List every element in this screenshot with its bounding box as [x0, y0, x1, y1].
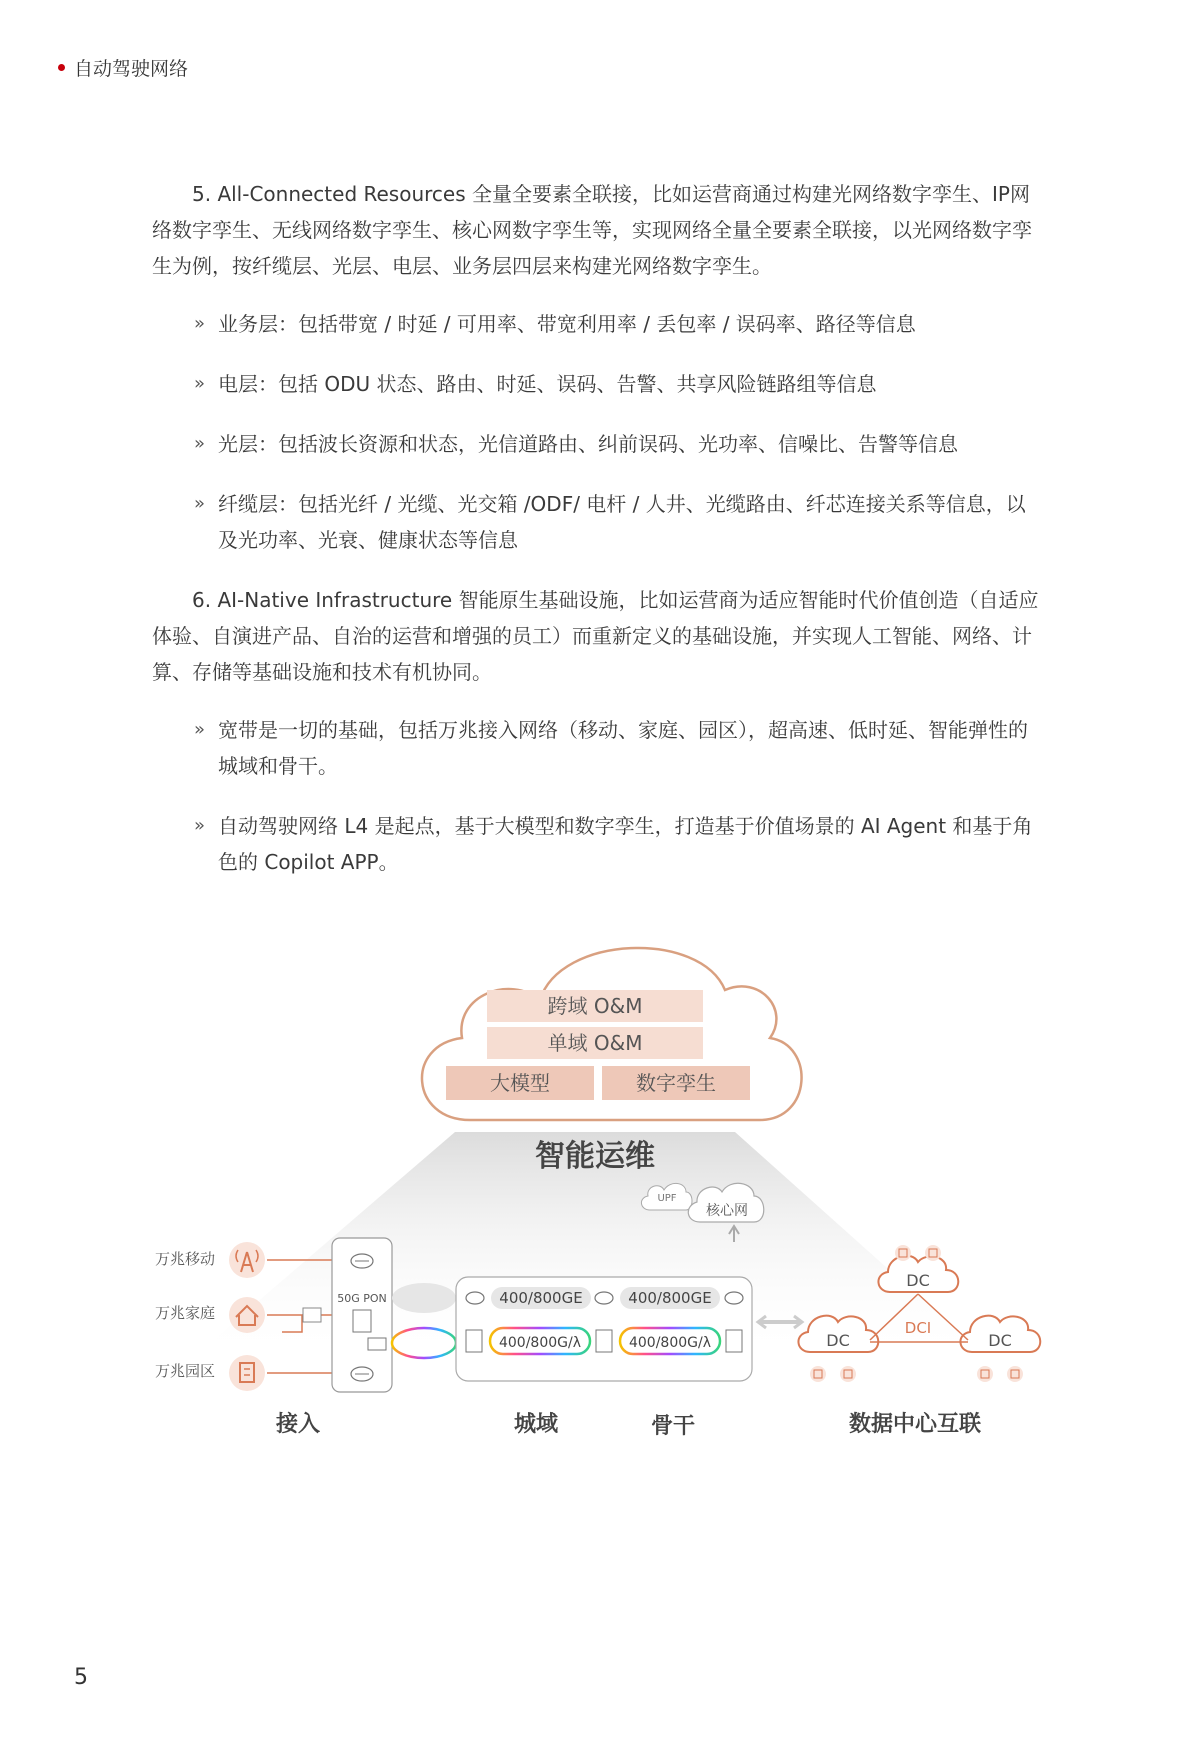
header-dot-icon: [58, 64, 65, 71]
bullet-marker-icon: »: [194, 433, 206, 454]
router-icon: [351, 1367, 373, 1381]
bullet-marker-icon: »: [194, 313, 206, 334]
backbone-section-label: 骨干: [650, 1414, 696, 1439]
antenna-icon: [229, 1242, 265, 1278]
server-icon: [895, 1245, 911, 1261]
access-home-label: 万兆家庭: [155, 1304, 216, 1322]
large-model-label: 大模型: [490, 1071, 550, 1095]
access-section-label: 接入: [275, 1412, 321, 1437]
otn-node-icon: [596, 1330, 612, 1352]
bullet-marker-icon: »: [194, 719, 206, 740]
pon-card-icon: [353, 1310, 371, 1332]
diagram-title: 智能运维: [535, 1139, 655, 1174]
backbone-wave-label: 400/800G/λ: [628, 1335, 712, 1351]
dc-left-label: DC: [826, 1331, 850, 1350]
list-item-text: 纤缆层：包括光纤 / 光缆、光交箱 /ODF/ 电杆 / 人井、光缆路由、纤芯连接关系等信息，以及光功率、光衰、健康状态等信息: [218, 492, 1026, 552]
pon-label: 50G PON: [337, 1292, 387, 1305]
router-icon: [351, 1254, 373, 1268]
access-campus-label: 万兆园区: [155, 1362, 216, 1380]
list-item: [152, 486, 1040, 558]
metro-wave-label: 400/800G/λ: [498, 1335, 582, 1351]
access-mobile-label: 万兆移动: [155, 1250, 216, 1268]
list-item: [152, 426, 1040, 462]
bullet-marker-icon: »: [194, 815, 206, 836]
list-item: [152, 306, 1040, 342]
section5-bullet-list: [152, 306, 1040, 558]
server-icon: [1007, 1366, 1023, 1382]
splitter-icon: [303, 1308, 321, 1322]
router-icon: [725, 1292, 743, 1304]
list-item-text: 自动驾驶网络 L4 是起点，基于大模型和数字孪生，打造基于价值场景的 AI Agent 和基于角色的 Copilot APP。: [218, 814, 1033, 874]
section6-bullet-list: [152, 712, 1040, 880]
cross-domain-label: 跨域 O&M: [547, 994, 643, 1018]
server-icon: [925, 1245, 941, 1261]
server-icon: [810, 1366, 826, 1382]
network-diagram: [0, 920, 1200, 1440]
core-network-label: 核心网: [706, 1203, 748, 1219]
header-title: 自动驾驶网络: [74, 58, 189, 80]
bullet-marker-icon: »: [194, 493, 206, 514]
dci-label: DCI: [904, 1319, 932, 1337]
section6-paragraph: 6. AI-Native Infrastructure 智能原生基础设施，比如运营商为适应智能时代价值创造（自适应体验、自演进产品、自治的运营和增强的员工）而重新定义的基础设施，并实现人工智能、网络、计算、存储等基础设施和技术有机协同。: [152, 588, 1039, 684]
page-number: 5: [74, 1665, 88, 1690]
list-item: [152, 366, 1040, 402]
network-diagram-svg: [0, 920, 1200, 1440]
list-item: [152, 808, 1040, 880]
digital-twin-label: 数字孪生: [636, 1071, 716, 1095]
dc-top-label: DC: [906, 1271, 930, 1290]
page-header: [58, 54, 188, 81]
main-content: [152, 176, 1040, 904]
server-icon: [977, 1366, 993, 1382]
list-item-text: 电层：包括 ODU 状态、路由、时延、误码、告警、共享风险链路组等信息: [218, 372, 877, 396]
metro-ge-label: 400/800GE: [499, 1289, 583, 1307]
router-icon: [466, 1292, 484, 1304]
upf-label: UPF: [657, 1193, 677, 1204]
otn-node-icon: [726, 1330, 742, 1352]
ip-link-ellipse: [392, 1283, 456, 1313]
campus-building-icon: [229, 1355, 265, 1391]
dc-cloud-right: [960, 1316, 1040, 1352]
dc-right-label: DC: [988, 1331, 1012, 1350]
dci-section-label: 数据中心互联: [848, 1412, 982, 1437]
metro-section-label: 城域: [513, 1412, 559, 1437]
section5-paragraph: 5. All-Connected Resources 全量全要素全联接，比如运营商通过构建光网络数字孪生、IP网络数字孪生、无线网络数字孪生、核心网数字孪生等，实现网络全量全要素全联接，以光网络数字孪生为例，按纤缆层、光层、电层、业务层四层来构建光网络数字孪生。: [152, 182, 1032, 278]
list-item: [152, 712, 1040, 784]
single-domain-label: 单域 O&M: [547, 1031, 643, 1055]
backbone-ge-label: 400/800GE: [628, 1289, 712, 1307]
list-item-text: 业务层：包括带宽 / 时延 / 可用率、带宽利用率 / 丢包率 / 误码率、路径等信息: [218, 312, 916, 336]
switch-card-icon: [368, 1338, 386, 1350]
list-item-text: 光层：包括波长资源和状态，光信道路由、纠前误码、光功率、信噪比、告警等信息: [218, 432, 958, 456]
dc-cloud-top: [878, 1256, 958, 1292]
server-icon: [840, 1366, 856, 1382]
home-icon: [229, 1297, 265, 1333]
otn-node-icon: [466, 1330, 482, 1352]
bullet-marker-icon: »: [194, 373, 206, 394]
list-item-text: 宽带是一切的基础，包括万兆接入网络（移动、家庭、园区），超高速、低时延、智能弹性的城域和骨干。: [218, 718, 1028, 778]
router-icon: [595, 1292, 613, 1304]
